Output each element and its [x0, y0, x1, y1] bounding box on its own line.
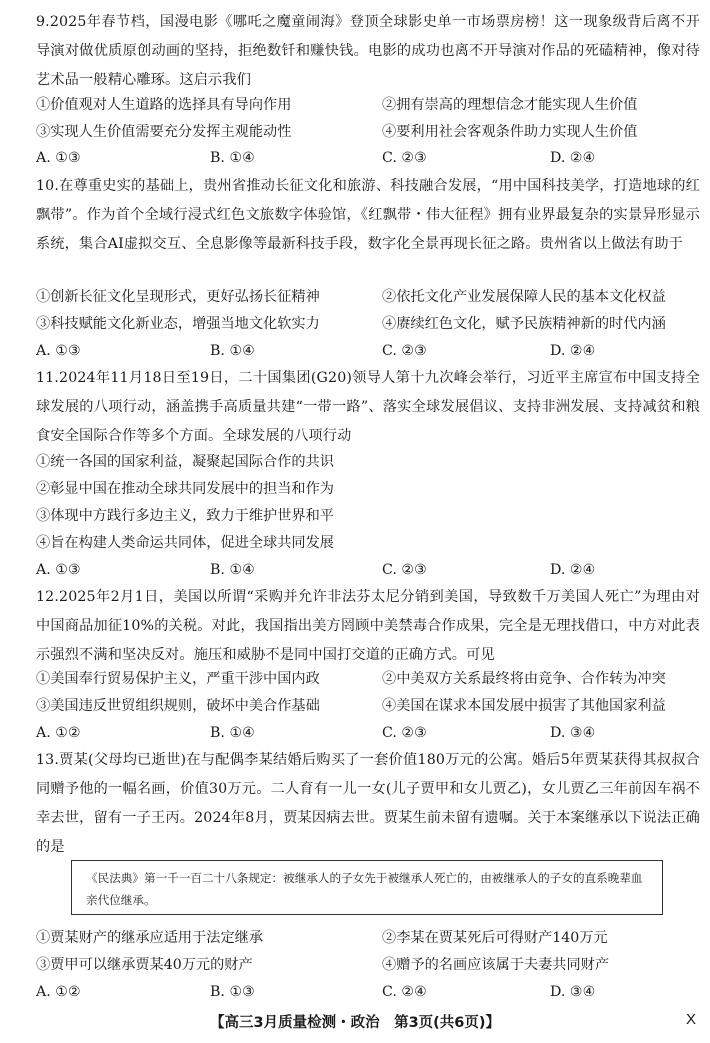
q13-option-c[interactable]: C. ②④	[382, 984, 427, 1000]
q9-option-a[interactable]: A. ①③	[36, 150, 81, 166]
question-12-stem: 12.2025年2月1日，美国以所谓“采购并允许非法芬太尼分销到美国，导致数千万美国人死亡”为理由对中国商品加征10%的关税。对此，我国指出美方罔顾中美禁毒合作成果，完全是无理找借口，中方对此表示强烈不满和坚决反对。施压和威胁不是同中国打交道的正确方式。可见	[36, 589, 700, 663]
q11-option-d[interactable]: D. ②④	[550, 562, 596, 578]
footer-mark: X	[685, 1011, 696, 1028]
q13-statement-4: ④赠予的名画应该属于夫妻共同财产	[382, 957, 610, 973]
q12-statement-1: ①美国奉行贸易保护主义，严重干涉中国内政	[36, 671, 320, 687]
q12-option-b[interactable]: B. ①④	[210, 725, 255, 741]
q9-option-b[interactable]: B. ①④	[210, 150, 255, 166]
q13-statement-3: ③贾甲可以继承贾某40万元的财产	[36, 957, 253, 973]
q9-statement-4: ④要利用社会客观条件助力实现人生价值	[382, 124, 638, 140]
q10-option-c[interactable]: C. ②③	[382, 343, 427, 359]
q10-statement-4: ④赓续红色文化，赋予民族精神新的时代内涵	[382, 316, 666, 332]
q10-statement-1: ①创新长征文化呈现形式，更好弘扬长征精神	[36, 289, 320, 305]
q9-statement-3: ③实现人生价值需要充分发挥主观能动性	[36, 124, 292, 140]
q12-statement-2: ②中美双方关系最终将由竞争、合作转为冲突	[382, 671, 666, 687]
q11-option-a[interactable]: A. ①③	[36, 562, 81, 578]
q11-statement-1: ①统一各国的国家利益，凝聚起国际合作的共识	[36, 454, 334, 470]
q12-option-d[interactable]: D. ③④	[550, 725, 596, 741]
question-9-stem: 9.2025年春节档，国漫电影《哪吒之魔童闹海》登顶全球影史单一市场票房榜！这一现象级背后离不开导演对做优质原创动画的坚持，拒绝数钎和赚快钱。电影的成功也离不开导演对作品的死磕精神，像对待艺术品一般精心雕琢。这启示我们	[36, 14, 700, 88]
q13-option-a[interactable]: A. ①②	[36, 984, 81, 1000]
q11-statement-3: ③体现中方践行多边主义，致力于维护世界和平	[36, 508, 334, 524]
q11-option-b[interactable]: B. ①④	[210, 562, 255, 578]
q12-statement-4: ④美国在谋求本国发展中损害了其他国家利益	[382, 698, 666, 714]
q13-option-b[interactable]: B. ①③	[210, 984, 255, 1000]
q13-statement-1: ①贾某财产的继承应适用于法定继承	[36, 930, 264, 946]
page-footer: 【高三3月质量检测・政治 第3页(共6页)】	[209, 1015, 501, 1031]
question-13-stem: 13.贾某(父母均已逝世)在与配偶李某结婚后购买了一套价值180万元的公寓。婚后5年贾某获得其叔叔合同赠予他的一幅名画，价值30万元。二人育有一儿一女(儿子贾甲和女儿贾乙)，女儿贾乙三年前因车祸不幸去世，留有一子王丙。2024年8月，贾某因病去世。贾某生前未留有遗嘱。关于本案继承以下说法正确的是	[36, 752, 700, 855]
question-10-stem: 10.在尊重史实的基础上，贵州省推动长征文化和旅游、科技融合发展，“用中国科技美学，打造地球的红飘带”。作为首个全域行浸式红色文旅数字体验馆，《红飘带・伟大征程》拥有业界最复杂的实景异形显示系统，集合AI虚拟交互、全息影像等最新科技手段，数字化全景再现长征之路。贵州省以上做法有助于	[36, 178, 700, 252]
q11-statement-2: ②彰显中国在推动全球共同发展中的担当和作为	[36, 481, 334, 497]
q9-option-d[interactable]: D. ②④	[550, 150, 596, 166]
q10-option-a[interactable]: A. ①③	[36, 343, 81, 359]
q11-option-c[interactable]: C. ②③	[382, 562, 427, 578]
q12-option-c[interactable]: C. ②③	[382, 725, 427, 741]
q13-option-d[interactable]: D. ③④	[550, 984, 596, 1000]
q10-statement-3: ③科技赋能文化新业态，增强当地文化软实力	[36, 316, 320, 332]
q9-option-c[interactable]: C. ②③	[382, 150, 427, 166]
civil-code-quote-box: 《民法典》第一千一百二十八条规定：被继承人的子女先于被继承人死亡的，由被继承人的子女的直系晚辈血亲代位继承。	[71, 860, 663, 915]
q9-statement-1: ①价值观对人生道路的选择具有导向作用	[36, 97, 292, 113]
q9-statement-2: ②拥有崇高的理想信念才能实现人生价值	[382, 97, 638, 113]
question-11-stem: 11.2024年11月18日至19日，二十国集团(G20)领导人第十九次峰会举行，习近平主席宣布中国支持全球发展的八项行动，涵盖携手高质量共建“一带一路”、落实全球发展倡议、支持非洲发展、支持减贫和粮食安全国际合作等多个方面。全球发展的八项行动	[36, 370, 700, 444]
q10-statement-2: ②依托文化产业发展保障人民的基本文化权益	[382, 289, 666, 305]
q10-option-b[interactable]: B. ①④	[210, 343, 255, 359]
q13-statement-2: ②李某在贾某死后可得财产140万元	[382, 930, 608, 946]
q10-option-d[interactable]: D. ②④	[550, 343, 596, 359]
q12-statement-3: ③美国违反世贸组织规则，破坏中美合作基础	[36, 698, 320, 714]
q11-statement-4: ④旨在构建人类命运共同体，促进全球共同发展	[36, 535, 334, 551]
q12-option-a[interactable]: A. ①②	[36, 725, 81, 741]
